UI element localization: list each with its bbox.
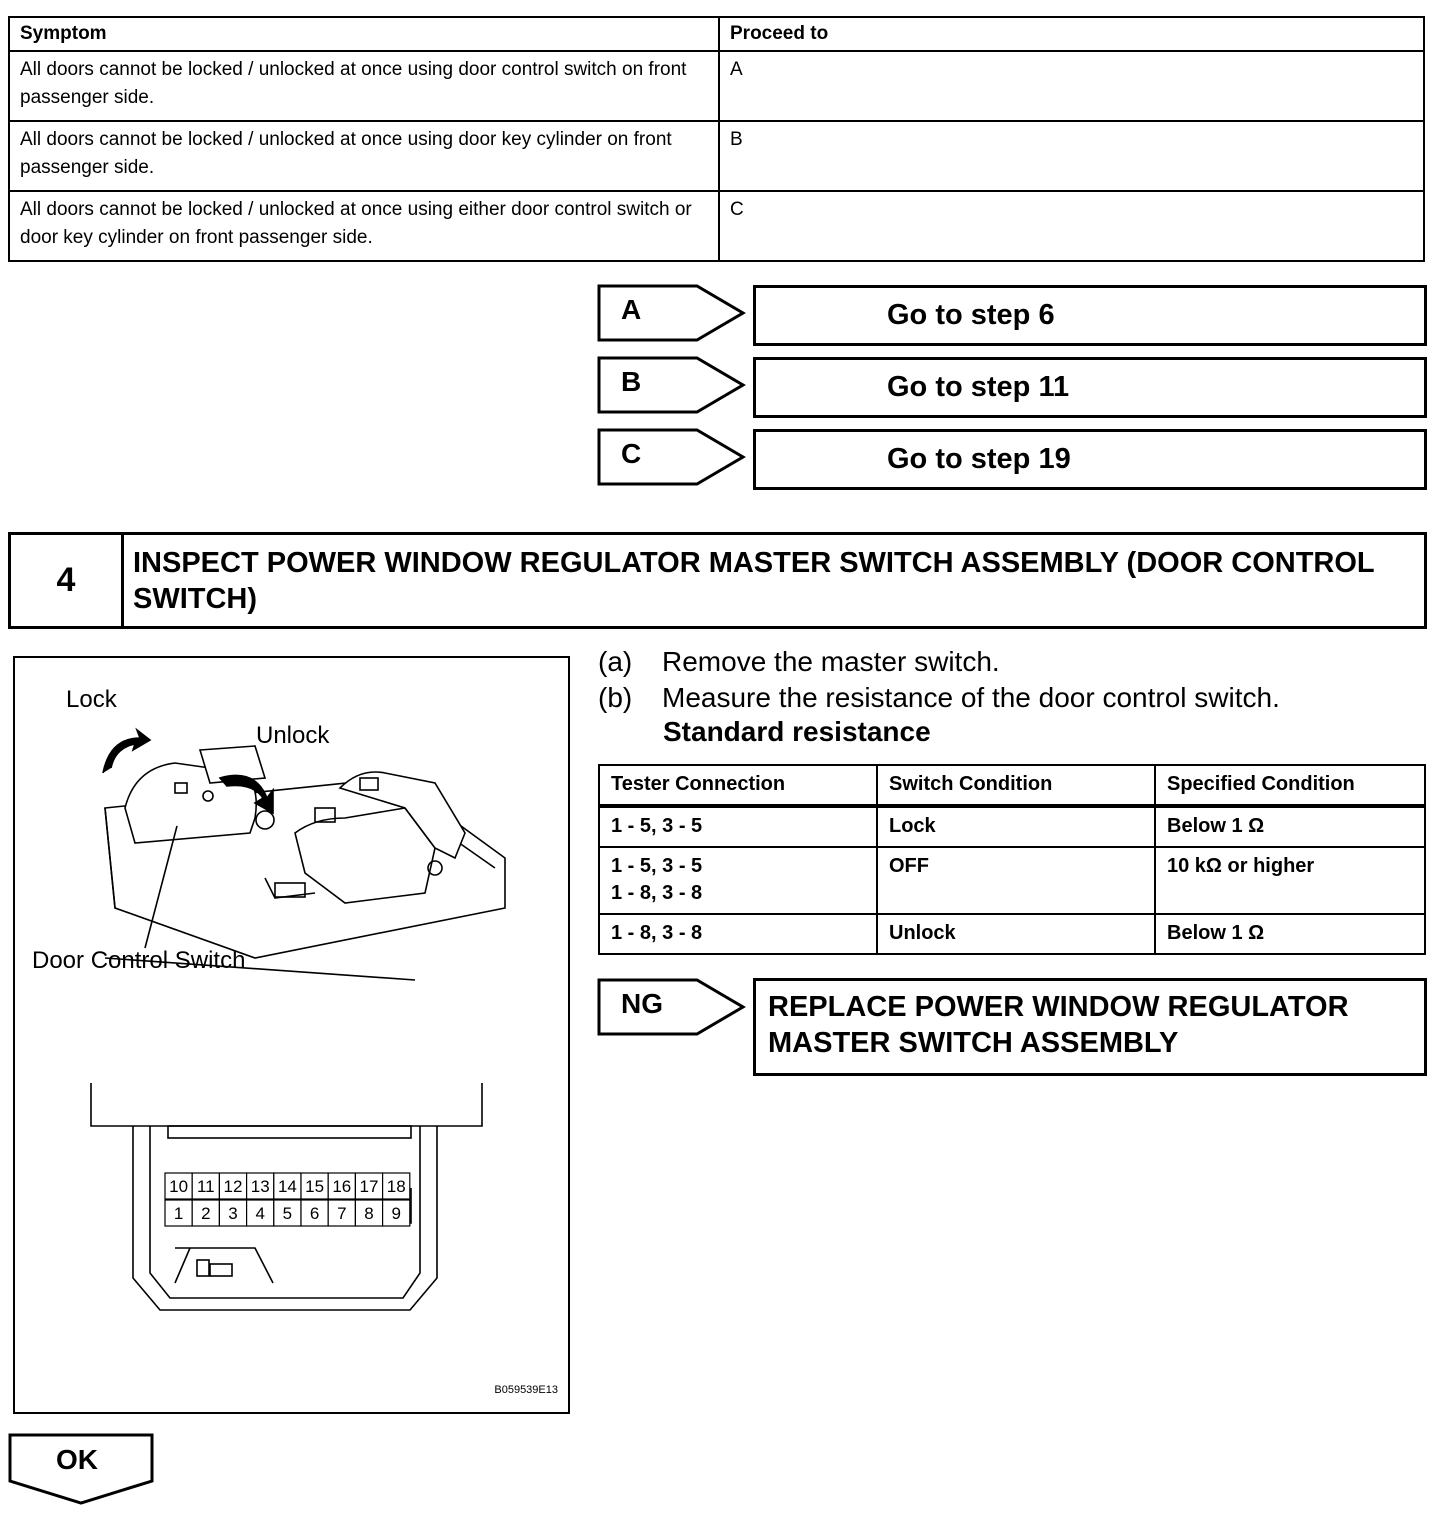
terminal-number: 2: [201, 1204, 211, 1223]
goto-step-text: Go to step 6: [887, 299, 1055, 331]
table-header-row: [9, 17, 1424, 51]
terminal-number: 14: [277, 1177, 297, 1196]
tester-connection-cell: [599, 806, 877, 847]
ng-action-line1: REPLACE POWER WINDOW REGULATOR: [768, 991, 1349, 1023]
terminal-number: 6: [309, 1204, 320, 1223]
terminal-number: 3: [228, 1204, 238, 1223]
terminal-number: 13: [250, 1177, 270, 1196]
step-header: [8, 532, 1427, 629]
instruction-b: [598, 680, 1280, 716]
branch-tag-label: A: [621, 294, 642, 325]
terminal-number: 18: [386, 1177, 406, 1196]
table-row: [9, 51, 1424, 121]
goto-step-box[interactable]: [753, 429, 1427, 490]
branch-tag-label: B: [621, 366, 642, 397]
ok-tag[interactable]: [8, 1433, 156, 1507]
table-row: [9, 121, 1424, 191]
instruction-label: (a): [598, 646, 633, 677]
lock-label: Lock: [66, 686, 117, 713]
table-row: [9, 191, 1424, 261]
goto-step-text: Go to step 19: [887, 443, 1071, 475]
table-row: [599, 806, 1425, 847]
door-control-switch-label: Door Control Switch: [32, 947, 246, 974]
symptom-cell: All doors cannot be locked / unlocked at once using door key cylinder on front passenger side.: [9, 121, 719, 191]
proceed-cell: C: [719, 191, 1424, 261]
switch-illustration: [15, 658, 570, 1414]
switch-condition-cell: OFF: [877, 847, 1155, 914]
terminal-number: 9: [391, 1204, 401, 1223]
arrow-tag-icon: [597, 428, 747, 486]
instruction-label: (b): [598, 682, 633, 713]
connection-value: 1 - 5, 3 - 5: [611, 815, 703, 837]
instruction-a: [598, 644, 1000, 680]
goto-step-box[interactable]: [753, 285, 1427, 346]
table-row: [599, 914, 1425, 954]
proceed-cell: B: [719, 121, 1424, 191]
switch-figure: [13, 656, 570, 1414]
branch-tag-b[interactable]: [597, 356, 747, 414]
table-header: Proceed to: [719, 17, 1424, 51]
table-header: Symptom: [9, 17, 719, 51]
table-header: Tester Connection: [599, 765, 877, 806]
figure-code: B059539E13: [494, 1384, 558, 1396]
terminal-grid: [165, 1173, 410, 1226]
step-number: 4: [11, 535, 124, 626]
terminal-number: 12: [223, 1177, 243, 1196]
ng-action-box[interactable]: [753, 978, 1427, 1076]
terminal-number: 11: [196, 1177, 215, 1196]
proceed-cell: A: [719, 51, 1424, 121]
tester-connection-cell: [599, 914, 877, 954]
terminal-number: 10: [169, 1177, 189, 1196]
terminal-number: 1: [173, 1204, 184, 1223]
specified-condition-cell: Below 1 Ω: [1155, 914, 1425, 954]
ng-action-line2: MASTER SWITCH ASSEMBLY: [768, 1027, 1179, 1059]
table-header: Specified Condition: [1155, 765, 1425, 806]
connection-value: 1 - 8, 3 - 8: [611, 882, 703, 904]
standard-resistance-label: Standard resistance: [663, 716, 931, 747]
terminal-number: 4: [255, 1204, 265, 1223]
connection-value: 1 - 8, 3 - 8: [611, 922, 703, 944]
branch-tag-a[interactable]: [597, 284, 747, 342]
step-title: INSPECT POWER WINDOW REGULATOR MASTER SWITCH ASSEMBLY (DOOR CONTROL SWITCH): [133, 547, 1375, 615]
terminal-number: 17: [359, 1177, 379, 1196]
specified-condition-cell: 10 kΩ or higher: [1155, 847, 1425, 914]
unlock-label: Unlock: [256, 722, 330, 749]
table-header: Switch Condition: [877, 765, 1155, 806]
terminal-number: 15: [305, 1177, 325, 1196]
terminal-number: 7: [337, 1204, 347, 1223]
terminal-number: 8: [364, 1204, 374, 1223]
ng-tag-label: NG: [621, 988, 663, 1019]
instruction-text: Measure the resistance of the door control switch.: [662, 682, 1280, 713]
tester-connection-cell: [599, 847, 877, 914]
switch-condition-cell: Lock: [877, 806, 1155, 847]
ok-tag-label: OK: [56, 1444, 98, 1475]
goto-step-text: Go to step 11: [887, 371, 1070, 403]
arrow-tag-icon: [597, 978, 747, 1036]
arrow-tag-icon: [597, 356, 747, 414]
symptom-cell: All doors cannot be locked / unlocked at once using door control switch on front passenger side.: [9, 51, 719, 121]
instruction-text: Remove the master switch.: [662, 646, 1000, 677]
switch-condition-cell: Unlock: [877, 914, 1155, 954]
table-row: [599, 847, 1425, 914]
branch-tag-c[interactable]: [597, 428, 747, 486]
table-header-row: [599, 765, 1425, 806]
terminal-number: 16: [332, 1177, 352, 1196]
symptom-table: [8, 16, 1425, 262]
branch-tag-label: C: [621, 438, 642, 469]
goto-step-box[interactable]: [753, 357, 1427, 418]
connection-value: 1 - 5, 3 - 5: [611, 855, 703, 877]
terminal-number: 5: [282, 1204, 293, 1223]
resistance-table: [598, 764, 1426, 955]
ng-tag[interactable]: [597, 978, 747, 1036]
symptom-cell: All doors cannot be locked / unlocked at once using either door control switch or door key cylinder on front passenger side.: [9, 191, 719, 261]
specified-condition-cell: Below 1 Ω: [1155, 806, 1425, 847]
arrow-tag-icon: [597, 284, 747, 342]
